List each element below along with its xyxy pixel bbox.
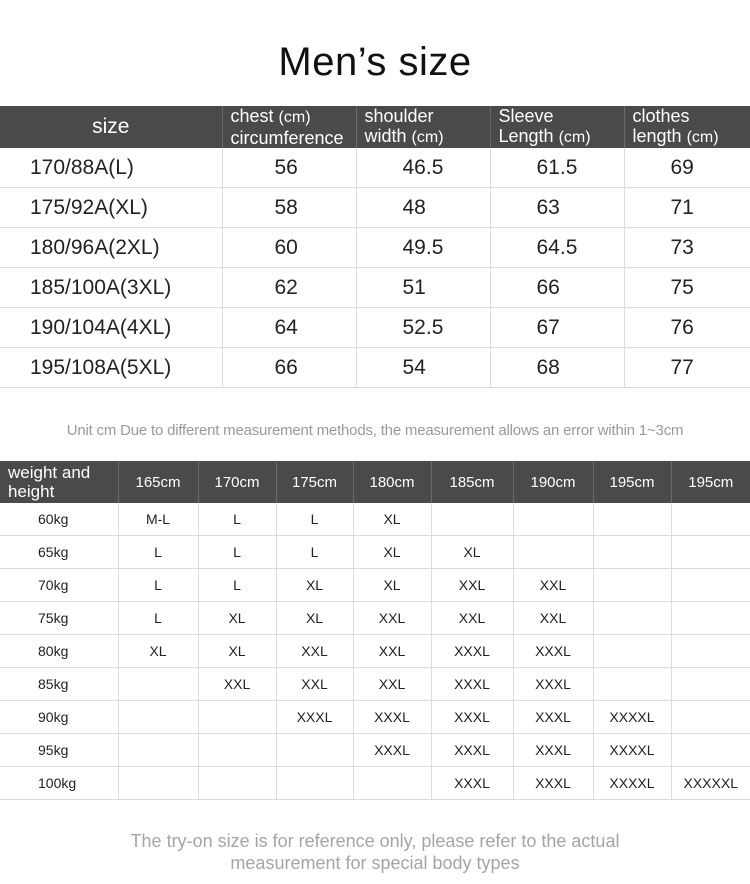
chest-value: 56 [222, 148, 356, 188]
size-cell: XXXL [431, 701, 513, 734]
size-cell: XL [198, 602, 276, 635]
size-cell [593, 635, 671, 668]
size-cell [593, 503, 671, 536]
height-header: 175cm [276, 461, 353, 503]
size-cell: XL [353, 503, 431, 536]
weight-label: 75kg [0, 602, 118, 635]
size-cell: L [118, 602, 198, 635]
table-row [0, 701, 750, 734]
size-cell [276, 734, 353, 767]
size-cell [198, 701, 276, 734]
weight-label: 70kg [0, 569, 118, 602]
chest-value: 66 [222, 348, 356, 388]
weight-height-header-row [0, 461, 750, 503]
height-header: 165cm [118, 461, 198, 503]
size-cell: L [198, 503, 276, 536]
page-title: Men’s size [278, 40, 472, 84]
size-cell: L [198, 536, 276, 569]
shoulder-value: 49.5 [356, 228, 490, 268]
size-cell [671, 536, 750, 569]
table-row [0, 536, 750, 569]
table-row [0, 734, 750, 767]
size-cell [513, 536, 593, 569]
table-row [0, 767, 750, 800]
size-cell [118, 767, 198, 800]
table-row [0, 635, 750, 668]
size-cell [671, 503, 750, 536]
size-cell [276, 767, 353, 800]
size-cell: XXXL [431, 767, 513, 800]
size-cell: XXL [431, 602, 513, 635]
table-row [0, 348, 750, 388]
length-value: 76 [624, 308, 750, 348]
size-cell: L [276, 536, 353, 569]
header-weight-and-height: weight and height [0, 461, 118, 503]
size-cell: XXXL [513, 767, 593, 800]
weight-label: 100kg [0, 767, 118, 800]
size-label: 170/88A(L) [0, 148, 222, 188]
weight-label: 95kg [0, 734, 118, 767]
size-label: 180/96A(2XL) [0, 228, 222, 268]
size-cell: XL [431, 536, 513, 569]
size-cell: XXL [431, 569, 513, 602]
height-header: 195cm [593, 461, 671, 503]
size-chart-header-row [0, 106, 750, 148]
header-unit: (cm) [411, 129, 444, 146]
size-cell: XXXL [431, 635, 513, 668]
size-cell: XXXL [276, 701, 353, 734]
size-cell: XXXXL [593, 701, 671, 734]
size-cell: XL [118, 635, 198, 668]
size-cell [593, 569, 671, 602]
length-value: 77 [624, 348, 750, 388]
size-chart-table [0, 106, 750, 388]
weight-label: 85kg [0, 668, 118, 701]
sleeve-value: 64.5 [490, 228, 624, 268]
table-row [0, 503, 750, 536]
header-clothes-length: clothes length (cm) [624, 106, 750, 148]
size-cell [671, 701, 750, 734]
size-cell: XXXL [513, 635, 593, 668]
chest-value: 64 [222, 308, 356, 348]
size-cell: XXL [513, 569, 593, 602]
size-label: 175/92A(XL) [0, 188, 222, 228]
shoulder-value: 46.5 [356, 148, 490, 188]
size-cell [593, 602, 671, 635]
size-cell: XXXXXL [671, 767, 750, 800]
shoulder-value: 54 [356, 348, 490, 388]
length-value: 71 [624, 188, 750, 228]
size-label: 190/104A(4XL) [0, 308, 222, 348]
size-cell: XXL [513, 602, 593, 635]
table-row [0, 602, 750, 635]
length-value: 73 [624, 228, 750, 268]
size-cell [513, 503, 593, 536]
size-cell: XXL [276, 668, 353, 701]
size-cell: XXXL [513, 734, 593, 767]
size-cell: XXXL [513, 701, 593, 734]
size-cell: L [118, 569, 198, 602]
shoulder-value: 48 [356, 188, 490, 228]
size-cell: XL [353, 536, 431, 569]
size-cell [671, 635, 750, 668]
table-row [0, 268, 750, 308]
size-cell: XXXL [513, 668, 593, 701]
table-row [0, 148, 750, 188]
length-value: 75 [624, 268, 750, 308]
size-cell [431, 503, 513, 536]
size-cell: XL [198, 635, 276, 668]
header-unit: (cm) [686, 129, 719, 146]
size-cell: XXL [198, 668, 276, 701]
size-cell: XXXXL [593, 767, 671, 800]
shoulder-value: 52.5 [356, 308, 490, 348]
table-row [0, 188, 750, 228]
size-cell: XXXL [353, 701, 431, 734]
weight-label: 65kg [0, 536, 118, 569]
size-cell [671, 602, 750, 635]
chest-value: 62 [222, 268, 356, 308]
height-header: 195cm [671, 461, 750, 503]
header-size: size [0, 106, 222, 148]
header-sleeve-length: Sleeve Length (cm) [490, 106, 624, 148]
weight-height-table [0, 461, 750, 800]
size-cell: XXXL [353, 734, 431, 767]
size-cell [353, 767, 431, 800]
weight-label: 90kg [0, 701, 118, 734]
size-cell: XXXXL [593, 734, 671, 767]
size-cell: L [118, 536, 198, 569]
height-header: 170cm [198, 461, 276, 503]
size-cell: XXL [353, 668, 431, 701]
size-cell [198, 734, 276, 767]
size-cell [593, 668, 671, 701]
chest-value: 60 [222, 228, 356, 268]
height-header: 185cm [431, 461, 513, 503]
sleeve-value: 67 [490, 308, 624, 348]
table-row [0, 308, 750, 348]
size-cell: XL [276, 602, 353, 635]
height-header: 190cm [513, 461, 593, 503]
size-label: 195/108A(5XL) [0, 348, 222, 388]
header-unit: (cm) [278, 109, 311, 126]
chest-value: 58 [222, 188, 356, 228]
sleeve-value: 61.5 [490, 148, 624, 188]
size-cell: XL [353, 569, 431, 602]
weight-label: 80kg [0, 635, 118, 668]
table-row [0, 668, 750, 701]
length-value: 69 [624, 148, 750, 188]
size-cell: XXL [276, 635, 353, 668]
height-header: 180cm [353, 461, 431, 503]
size-cell: XXXL [431, 668, 513, 701]
size-cell: XXL [353, 602, 431, 635]
header-unit: (cm) [558, 129, 591, 146]
measurement-note: Unit cm Due to different measurement methods, the measurement allows an error within 1~3cm [66, 422, 684, 439]
size-cell: XXL [353, 635, 431, 668]
size-cell [671, 569, 750, 602]
size-cell [593, 536, 671, 569]
size-cell: M-L [118, 503, 198, 536]
sleeve-value: 63 [490, 188, 624, 228]
size-cell [118, 668, 198, 701]
size-cell [118, 734, 198, 767]
header-chest-circumference: chest (cm) circumference [222, 106, 356, 148]
size-cell: L [198, 569, 276, 602]
header-shoulder-width: shoulder width (cm) [356, 106, 490, 148]
size-label: 185/100A(3XL) [0, 268, 222, 308]
size-cell [671, 734, 750, 767]
sleeve-value: 66 [490, 268, 624, 308]
size-cell: XXXL [431, 734, 513, 767]
size-cell: L [276, 503, 353, 536]
weight-label: 60kg [0, 503, 118, 536]
table-row [0, 228, 750, 268]
shoulder-value: 51 [356, 268, 490, 308]
sleeve-value: 68 [490, 348, 624, 388]
size-cell [671, 668, 750, 701]
footer-disclaimer: The try-on size is for reference only, please refer to the actual measurement for special body types [130, 831, 620, 873]
size-cell [118, 701, 198, 734]
table-row [0, 569, 750, 602]
size-cell: XL [276, 569, 353, 602]
size-cell [198, 767, 276, 800]
